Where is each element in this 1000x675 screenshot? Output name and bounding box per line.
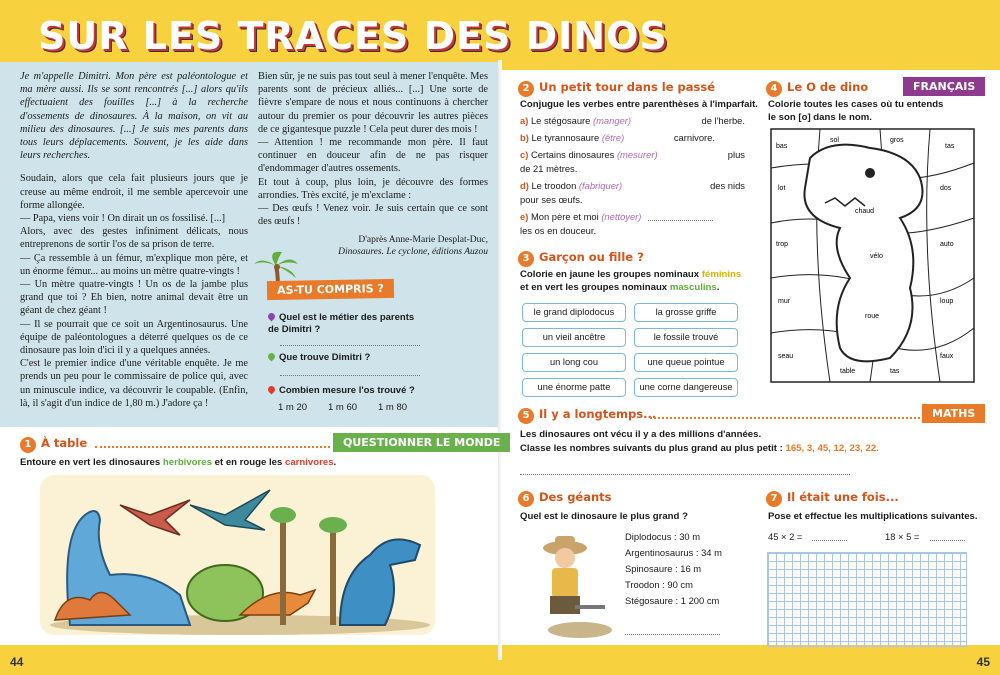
size-item: Stégosaure : 1 200 cm	[625, 595, 720, 606]
section-number: 4	[766, 81, 782, 97]
section-1-instruction	[20, 456, 336, 469]
item-verb: (fabriquer)	[578, 180, 623, 191]
spine-shadow	[498, 60, 502, 660]
item-pre: Le tyrannosaure	[531, 132, 602, 143]
section-2-instruction: Conjugue les verbes entre parenthèses à l'imparfait.	[520, 99, 758, 110]
section-title: Il y a longtemps...	[539, 407, 657, 421]
cell-word: tas	[945, 143, 955, 150]
section-number: 3	[518, 251, 534, 267]
dotted-rule	[95, 446, 330, 448]
noun-chip[interactable]: le grand diplodocus	[522, 303, 626, 322]
instr-part: Colorie en jaune les groupes nominaux	[520, 269, 702, 280]
instr-part: et en vert les groupes nominaux	[520, 282, 670, 293]
item-post: des nids	[710, 180, 745, 191]
size-item: Diplodocus : 30 m	[625, 531, 701, 542]
story-p: C'est le premier indice d'une véritable enquête. Je me prends un peu pour le commissaire de police qui, avec un minuscule indice, va découvrir le coupable. (Enfin, là, il s'agit d'un indice de 1,80 m.) J'adore ça !	[20, 358, 248, 409]
quiz-title: AS-TU COMPRIS ?	[267, 279, 394, 300]
answer-line[interactable]	[625, 634, 720, 635]
credit-book: Dinosaures. Le cyclone, éditions Auzou	[338, 247, 488, 258]
section-title: Garçon ou fille ?	[539, 250, 644, 264]
noun-chip[interactable]: le fossile trouvé	[634, 328, 738, 347]
story-intro: Je m'appelle Dimitri. Mon père est paléontologue et ma mère aussi. Ils se sont rencontrés [...] alors qu'ils effectuaient des fouilles [...] à la recherche d'ossements de dinosaures. À la maison, on vit au milieu des dinosaures. [...] Je suis mes parents dans tous leurs déplacements. Souvent, je les aide dans leurs recherches.	[20, 71, 248, 162]
story-p: — Un mètre quatre-vingts ! Un os de la jambe plus grand que toi ? Eh bien, notre animal devait être un géant de chez géant !	[20, 279, 248, 317]
noun-chip[interactable]: un long cou	[522, 353, 626, 372]
section-3-instruction	[520, 268, 750, 294]
numbers-list: 165, 3, 45, 12, 23, 22.	[785, 443, 879, 454]
verb-item-a	[520, 115, 745, 127]
section-6-heading	[518, 490, 612, 507]
section-7-instruction: Pose et effectue les multiplications suivantes.	[768, 511, 978, 522]
paleontologist-illustration	[520, 530, 615, 640]
item-letter: d)	[520, 180, 529, 191]
answer-line[interactable]	[520, 474, 850, 475]
cell-word: auto	[940, 241, 954, 248]
story-p: — Attention ! me recommande mon père. Il faut continuer en douceur afin de ne pas risquer d'endommager d'autres ossements.	[258, 137, 488, 175]
verb-item-e-cont: les os en douceur.	[520, 225, 597, 236]
option-2[interactable]: 1 m 60	[328, 402, 358, 413]
item-pre: Mon père et moi	[530, 211, 602, 222]
noun-chip[interactable]: une corne dangereuse	[634, 378, 738, 397]
cell-word: trop	[776, 241, 789, 248]
subject-tag: MATHS	[922, 404, 985, 423]
page-title: SUR LES TRACES DES DINOS	[38, 14, 668, 58]
instr-part: Entoure en vert les dinosaures	[20, 457, 163, 468]
story-col-2	[258, 70, 488, 258]
instr-part: .	[716, 282, 720, 293]
item-letter: a)	[520, 115, 529, 126]
noun-chip[interactable]: un vieil ancêtre	[522, 328, 626, 347]
page-number-right: 45	[976, 655, 990, 669]
section-number: 7	[766, 491, 782, 507]
section-5-heading	[518, 407, 656, 424]
quiz-question-1	[268, 312, 418, 336]
instr-part: et en rouge les	[211, 457, 285, 468]
q1-text: Quel est le métier des parents de Dimitri ?	[268, 312, 415, 335]
item-pre: Certains dinosaures	[530, 149, 617, 160]
section-number: 2	[518, 81, 534, 97]
pin-icon	[267, 352, 277, 362]
calculation-grid[interactable]	[767, 552, 967, 647]
dino-coloring-picture[interactable]	[770, 128, 975, 383]
story-p: — Ça ressemble à un fémur, m'explique mon père, et un énorme fémur... au moins un mètre quatre-vingts !	[20, 252, 248, 277]
verb-item-e	[520, 211, 641, 223]
feminins-word: féminins	[701, 269, 742, 280]
multiplication-1: 45 × 2 =	[768, 531, 803, 542]
answer-line[interactable]	[280, 375, 420, 376]
answer-line[interactable]	[648, 220, 713, 221]
multiplication-2: 18 × 5 =	[885, 531, 920, 542]
section-title: Un petit tour dans le passé	[539, 80, 716, 94]
cell-word: sol	[830, 137, 839, 144]
quiz-question-2	[268, 352, 418, 364]
noun-chip[interactable]: une queue pointue	[634, 353, 738, 372]
size-item: Argentinosaurus : 34 m	[625, 547, 722, 558]
section-title: Il était une fois...	[787, 490, 899, 504]
page-number-left: 44	[10, 655, 24, 669]
answer-line[interactable]	[812, 540, 847, 541]
cell-word: table	[840, 368, 856, 375]
subject-tag: QUESTIONNER LE MONDE	[333, 433, 510, 452]
dinosaurs-illustration[interactable]	[40, 475, 435, 635]
item-pre: Le troodon	[531, 180, 579, 191]
verb-item-c	[520, 149, 745, 161]
quiz-question-3	[268, 385, 418, 397]
answer-line[interactable]	[930, 540, 965, 541]
section-number: 5	[518, 408, 534, 424]
verb-item-d-cont: pour ses œufs.	[520, 194, 583, 205]
item-verb: (être)	[601, 132, 625, 143]
pin-icon	[267, 312, 277, 322]
cell-word: faux	[940, 353, 954, 360]
answer-line[interactable]	[280, 345, 420, 346]
section-2-heading	[518, 80, 715, 97]
section-3-heading	[518, 250, 644, 267]
section-4-instruction-1: Colorie toutes les cases où tu entends	[768, 99, 944, 110]
section-5-instruction-2	[520, 442, 879, 455]
item-verb: (nettoyer)	[601, 211, 642, 222]
section-number: 1	[20, 437, 36, 453]
cell-word: tas	[890, 368, 900, 375]
dotted-rule	[650, 417, 920, 419]
cell-word: dos	[940, 185, 952, 192]
verb-item-c-cont: de 21 mètres.	[520, 163, 578, 174]
cell-word: mur	[778, 298, 791, 305]
cell-word: bas	[776, 143, 788, 150]
subject-tag: FRANÇAIS	[903, 77, 985, 96]
story-p: — Des œufs ! Venez voir. Je suis certain que ce sont des œufs !	[258, 203, 488, 228]
story-p: Bien sûr, je ne suis pas tout seul à mener l'enquête. Mes parents sont de précieux alliés... [...] Une sorte de fièvre s'empare de nous et nous continuons à chercher autour du premier os pour découvrir les autres pièces de ce gigantesque puzzle ! Cela peut durer des mois !	[258, 71, 488, 135]
section-number: 6	[518, 491, 534, 507]
cell-word: roue	[865, 313, 880, 320]
story-p: — Il se pourrait que ce soit un Argentinosaurus. Une équipe de paléontologues a déterré quelques os de ce dinosaure pas loin d'ici il y a quelques années.	[20, 318, 248, 357]
story-col-1	[20, 70, 248, 410]
herbivores-word: herbivores	[162, 457, 212, 468]
section-title: Le O de dino	[787, 80, 869, 94]
masculins-word: masculins	[669, 282, 717, 293]
cell-word: loup	[940, 298, 954, 305]
section-7-heading	[766, 490, 899, 507]
cell-word: gros	[890, 137, 904, 144]
item-verb: (manger)	[592, 115, 632, 126]
q2-text: Que trouve Dimitri ?	[279, 352, 371, 363]
section-1-heading	[20, 436, 87, 453]
story-p: Soudain, alors que cela fait plusieurs jours que je creuse au même endroit, il me semble apercevoir une forme allongée.	[20, 173, 248, 211]
credit-line: D'après Anne-Marie Desplat-Duc,	[358, 235, 488, 246]
section-4-heading	[766, 80, 868, 97]
noun-chip[interactable]: la grosse griffe	[634, 303, 738, 322]
item-post: de l'herbe.	[701, 115, 745, 126]
verb-item-d	[520, 180, 745, 192]
story-p: — Papa, viens voir ! On dirait un os fossilisé. [...]	[20, 213, 226, 225]
item-post: plus	[727, 149, 745, 160]
instr-part: .	[333, 457, 337, 468]
item-letter: c)	[520, 149, 529, 160]
section-6-instruction: Quel est le dinosaure le plus grand ?	[520, 511, 688, 522]
cell-word: chaud	[855, 208, 875, 215]
story-p: Alors, avec des gestes infiniment délicats, nous entreprenons de sortir l'os de sa prison de terre.	[20, 226, 248, 251]
item-verb: (mesurer)	[616, 149, 658, 160]
carnivores-word: carnivores	[285, 457, 334, 468]
instr-part: Classe les nombres suivants du plus grand au plus petit :	[520, 443, 786, 454]
option-3[interactable]: 1 m 80	[378, 402, 408, 413]
q3-text: Combien mesure l'os trouvé ?	[279, 385, 415, 396]
section-5-instruction-1: Les dinosaures ont vécu il y a des millions d'années.	[520, 429, 762, 440]
section-title: À table	[41, 436, 88, 450]
cell-word: seau	[778, 353, 794, 360]
size-item: Troodon : 90 cm	[625, 579, 693, 590]
item-letter: b)	[520, 132, 529, 143]
noun-chip[interactable]: une énorme patte	[522, 378, 626, 397]
section-title: Des géants	[539, 490, 612, 504]
cell-word: vélo	[870, 253, 883, 260]
verb-item-b	[520, 132, 745, 144]
size-item: Spinosaure : 16 m	[625, 563, 702, 574]
cell-word: lot	[778, 185, 786, 192]
item-letter: e)	[520, 211, 529, 222]
pin-icon	[267, 385, 277, 395]
item-post: carnivore.	[673, 132, 715, 143]
section-4-instruction-2: le son [o] dans le nom.	[768, 112, 872, 123]
item-pre: Le stégosaure	[530, 115, 593, 126]
story-p: Et tout à coup, plus loin, je découvre des formes arrondies. Très excité, je m'exclame :	[258, 176, 488, 201]
option-1[interactable]: 1 m 20	[278, 402, 308, 413]
